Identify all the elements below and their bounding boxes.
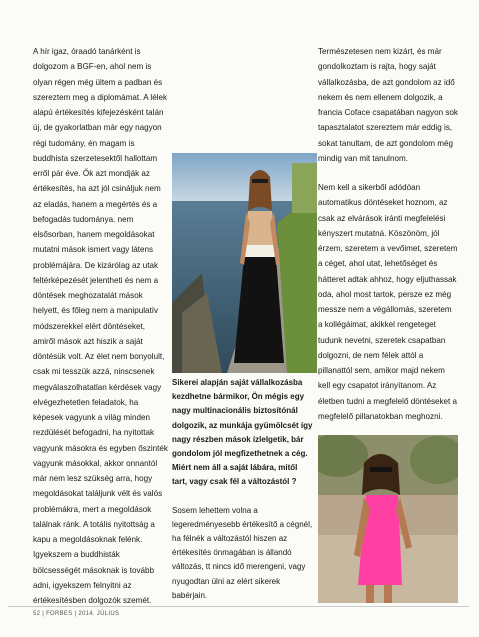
middle-column [172, 376, 313, 603]
interview-question: Sikerei alapján saját vállalkozásba kezdhetne bármikor, Ön mégis egy nagy multinacionális biztosítónál dolgozik, az munkája gyümölcsét így nagy részben mások ízlelgetik, bár gondolom jól megfizethetnek a cég. Miért nem áll a saját lábára, mitől tart, vagy csak fél a változástól ? [172, 378, 313, 487]
left-column-text: A hír igaz, óraadó tanárként is dolgozom a BGF-en, ahol nem is olyan régen még ültem a padban és szereztem meg a diplomámat. A lélek alapú értékesítés kifejezésként talán új, de gyakorlatban már egy nagyon régi tudomány, én magam is buddhista szerzetesektől hallottam erről pár éve. Ők azt mondják az értékesítés, ha azt jól csináljuk nem az eladás, hanem a megértés és a befogadás tudománya. nem elsősorban, hanem megoldásokat mutatni mások ismert vagy látens problémájára. De kizárólag az utak feltérképezését jelentheti és nem a döntések meghozatalát mások helyett, és főleg nem a manipulatív módszerekkel elért döntéseket, amiről mások azt hiszik a saját döntésük volt. Az élet nem bonyolult, csak mi tesszük azzá, ninscsenek megválaszolhatatlan kérdések vagy elvégezhetetlen feladatok, ha képesek vagyunk a világ minden rezdülését befogadni, ha nyitottak vagyunk másokra és egyben őszinték vagyunk másokkal, akkor onnantól már nem lesz szükség arra, hogy megoldásokat találjunk vélt és valós problémákra, mert a megoldások találnak ránk. A totális nyitottság a kapu a megoldásoknak felénk. Igyekszem a buddhisták bölcsességét másoknak is tovább adni, igyekszem felnyitni az értékesítésben dolgozók szemét. [33, 47, 168, 605]
left-column [33, 44, 169, 608]
right-column-paragraph-2: Nem kell a sikerből adódóan automatikus döntéseket hoznom, az csak az elvárások iránti megfelelési kényszert mutatná. Köszönöm, jól érzem, szeretem a vevőimet, szeretem a céget, ahol utat, lehetőséget és hátteret adtak ahhoz, hogy eljuthassak oda, ahol most tartok, persze ez még messze nem a végállomás, szeretem a kollégáimat, akikkel rengeteget tudunk nevetni, szeretek csapatban dolgozni, de nem félek attól a pillanattól sem, amikor majd nekem kell egy csapatot irányítanom. Az életben tudni a megfelelő döntéseket a megfelelő pillanatokban meghozni. [318, 183, 458, 421]
woman-by-lake-photo [172, 153, 317, 373]
footer-rule [8, 606, 469, 607]
interview-answer: Sosem lehettem volna a legeredményesebb értékesítő a cégnél, ha félnék a változástól hiszen az értékesítés önmagában is állandó változás, tt nincs idő merengeni, vagy nyugodtan ülni az elért sikerek babérjain. [172, 505, 313, 600]
page-footer: 52 | FORBES | 2014. JÚLIUS [33, 611, 120, 617]
right-column [318, 44, 458, 424]
woman-pink-dress-photo [318, 435, 458, 603]
right-column-paragraph-1: Természetesen nem kizárt, és már gondolkoztam is rajta, hogy saját vállalkozásba, de azt gondolom az idő nekem és nem ellenem dolgozik, a francia Coface csapatában nagyon sok tapasztalatot szereztem már eddig is, sokat tanultam, de azt gondolom még mindig van mit tanulnom. [318, 47, 458, 163]
